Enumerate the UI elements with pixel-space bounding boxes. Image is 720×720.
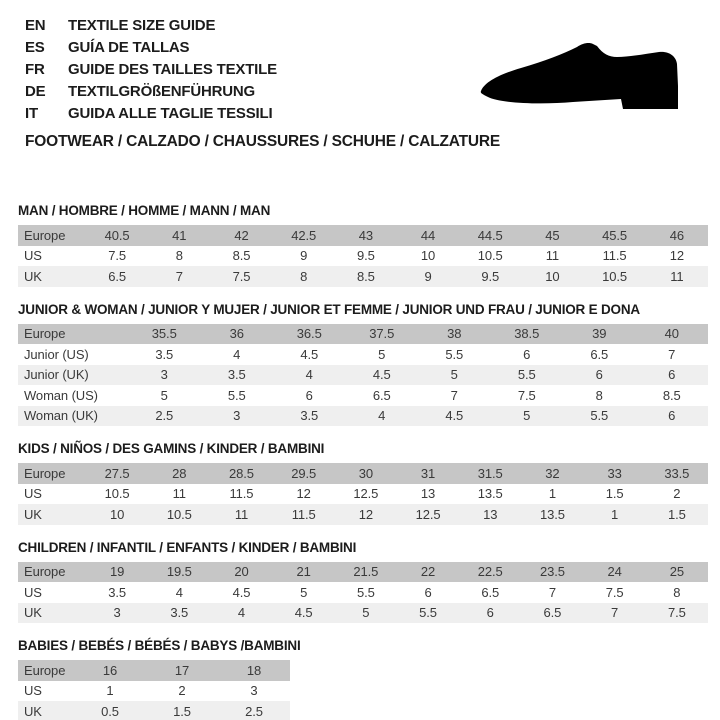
- size-cell: 35.5: [151, 326, 177, 342]
- size-cell: 8.5: [356, 268, 375, 284]
- size-cell: 13: [483, 506, 498, 522]
- size-cell: 9: [300, 248, 308, 264]
- table-row: [18, 660, 290, 681]
- size-cell: 40: [664, 326, 679, 342]
- size-cell: 12: [358, 506, 373, 522]
- size-cell: 7: [450, 387, 458, 403]
- language-code: IT: [25, 105, 38, 122]
- size-cell: 10.5: [477, 248, 503, 264]
- row-label: US: [24, 683, 42, 699]
- size-cell: 25: [669, 564, 684, 580]
- size-cell: 5: [160, 387, 168, 403]
- size-cell: 12.5: [415, 506, 441, 522]
- size-cell: 24: [607, 564, 622, 580]
- size-cell: 11: [545, 248, 560, 264]
- size-cell: 33: [607, 465, 622, 481]
- size-cell: 23.5: [539, 564, 565, 580]
- row-label: Europe: [24, 465, 66, 481]
- size-cell: 2: [178, 683, 186, 699]
- table-row: [18, 385, 708, 406]
- size-cell: 40.5: [104, 227, 130, 243]
- size-section-kids: [18, 441, 708, 525]
- size-cell: 8: [175, 248, 183, 264]
- size-cell: 3.5: [170, 605, 189, 621]
- size-cell: 22.5: [477, 564, 503, 580]
- size-cell: 7.5: [108, 248, 126, 264]
- table-row: [18, 463, 708, 484]
- size-cell: 29.5: [291, 465, 317, 481]
- language-title: GUIDE DES TAILLES TEXTILE: [68, 61, 277, 78]
- row-label: US: [24, 248, 42, 264]
- size-cell: 3.5: [155, 346, 174, 362]
- size-cell: 0.5: [101, 703, 119, 719]
- table-row: [18, 484, 708, 505]
- size-cell: 5.5: [356, 584, 375, 600]
- table-row: [18, 562, 708, 583]
- size-cell: 4: [175, 584, 183, 600]
- size-cell: 5.5: [590, 408, 609, 424]
- size-cell: 19: [109, 564, 125, 580]
- size-cell: 3: [233, 408, 241, 424]
- size-cell: 2.5: [155, 408, 174, 424]
- row-label: Woman (US): [24, 387, 98, 403]
- language-title: GUIDA ALLE TAGLIE TESSILI: [68, 105, 273, 122]
- row-label: UK: [24, 268, 42, 284]
- size-cell: 11.5: [291, 506, 316, 522]
- size-cell: 6.5: [590, 346, 609, 362]
- row-label: US: [24, 584, 42, 600]
- size-cell: 36.5: [296, 326, 322, 342]
- size-cell: 1.5: [667, 506, 686, 522]
- size-cell: 32: [545, 465, 560, 481]
- language-title: TEXTILGRÖßENFÜHRUNG: [68, 83, 256, 100]
- size-cell: 31.5: [477, 465, 503, 481]
- size-table-kids: [18, 463, 708, 525]
- size-cell: 43: [358, 227, 373, 243]
- table-row: [18, 225, 708, 246]
- size-table-title: JUNIOR & WOMAN / JUNIOR Y MUJER / JUNIOR ET FEMME / JUNIOR UND FRAU / JUNIOR E DONA: [18, 301, 640, 317]
- size-cell: 10.5: [602, 268, 628, 284]
- size-table-title: BABIES / BEBÉS / BÉBÉS / BABYS /BAMBINI: [18, 638, 301, 653]
- size-cell: 6: [305, 387, 313, 403]
- size-cell: 7: [611, 605, 619, 621]
- size-cell: 4: [233, 346, 241, 362]
- size-table-title: KIDS / NIÑOS / DES GAMINS / KINDER / BAMBINI: [18, 441, 325, 456]
- table-row: [18, 681, 290, 702]
- size-table-children: [18, 562, 708, 624]
- size-cell: 7.5: [232, 268, 251, 284]
- size-cell: 28: [172, 465, 187, 481]
- size-section-children: [18, 540, 708, 624]
- table-row: [18, 266, 708, 287]
- table-row: [18, 344, 708, 365]
- size-cell: 10: [420, 248, 436, 264]
- size-cell: 3.5: [300, 408, 319, 424]
- size-cell: 7: [175, 268, 183, 284]
- size-cell: 17: [174, 662, 190, 678]
- size-cell: 11: [234, 506, 249, 522]
- table-row: [18, 324, 708, 345]
- size-cell: 5.5: [445, 346, 464, 362]
- size-cell: 12.5: [353, 486, 379, 502]
- size-cell: 6: [595, 367, 603, 383]
- size-cell: 7: [548, 584, 556, 600]
- language-code: FR: [25, 61, 45, 78]
- size-cell: 13.5: [477, 486, 503, 502]
- table-row: [18, 582, 708, 603]
- size-cell: 8: [673, 584, 681, 600]
- language-title: TEXTILE SIZE GUIDE: [68, 17, 216, 34]
- size-cell: 7.5: [517, 387, 536, 403]
- language-code: ES: [25, 39, 45, 56]
- size-cell: 21: [296, 564, 311, 580]
- size-cell: 8.5: [232, 248, 251, 264]
- size-cell: 31: [420, 465, 436, 481]
- size-table-title: MAN / HOMBRE / HOMME / MANN / MAN: [18, 203, 271, 218]
- size-cell: 7.5: [605, 584, 624, 600]
- row-label: Europe: [24, 326, 66, 342]
- row-label: Woman (UK): [24, 408, 98, 424]
- size-cell: 13: [420, 486, 436, 502]
- size-cell: 21.5: [353, 564, 379, 580]
- row-label: US: [24, 486, 42, 502]
- size-cell: 4: [237, 605, 246, 621]
- size-cell: 38: [447, 326, 462, 342]
- size-cell: 5: [523, 408, 531, 424]
- size-cell: 1: [106, 683, 114, 699]
- size-cell: 5: [450, 367, 458, 383]
- size-cell: 6.5: [108, 268, 126, 284]
- size-cell: 4.5: [232, 584, 251, 600]
- row-label: UK: [24, 703, 42, 719]
- size-cell: 18: [246, 662, 262, 678]
- size-cell: 9.5: [481, 268, 500, 284]
- size-cell: 2.5: [245, 703, 263, 719]
- size-cell: 45.5: [602, 227, 628, 243]
- category-heading: FOOTWEAR / CALZADO / CHAUSSURES / SCHUHE / CALZATURE: [25, 133, 500, 150]
- size-cell: 4.5: [445, 408, 464, 424]
- size-cell: 12: [669, 248, 684, 264]
- size-section-man: [18, 203, 708, 287]
- size-cell: 44.5: [477, 227, 503, 243]
- size-cell: 4: [378, 408, 386, 424]
- language-code: EN: [25, 17, 46, 34]
- size-cell: 13.5: [539, 506, 565, 522]
- size-table-man: [18, 225, 708, 287]
- size-cell: 1.5: [605, 486, 624, 502]
- table-row: [18, 504, 708, 525]
- size-cell: 3: [160, 367, 168, 383]
- size-cell: 12: [296, 486, 311, 502]
- size-cell: 10.5: [104, 486, 130, 502]
- size-section-junior-woman: [18, 302, 708, 427]
- table-row: [18, 701, 290, 720]
- size-table-title: CHILDREN / INFANTIL / ENFANTS / KINDER / BAMBINI: [18, 539, 357, 555]
- size-cell: 11.5: [602, 248, 627, 264]
- size-cell: 4.5: [294, 605, 313, 621]
- row-label: Junior (UK): [24, 367, 89, 383]
- size-cell: 4: [305, 367, 313, 383]
- size-cell: 6.5: [481, 584, 500, 600]
- size-cell: 6: [668, 408, 676, 424]
- size-cell: 33.5: [664, 465, 690, 481]
- table-row: [18, 365, 708, 386]
- size-cell: 5.5: [517, 367, 536, 383]
- row-label: UK: [24, 506, 42, 522]
- size-cell: 22: [420, 564, 436, 580]
- language-code: DE: [25, 83, 46, 100]
- language-title: GUÍA DE TALLAS: [68, 39, 190, 56]
- size-cell: 1.5: [173, 703, 191, 719]
- size-cell: 5.5: [419, 605, 437, 621]
- size-cell: 46: [669, 227, 684, 243]
- size-section-babies: [18, 638, 708, 720]
- row-label: Europe: [24, 227, 66, 243]
- size-cell: 8: [300, 268, 308, 284]
- size-cell: 44: [420, 227, 436, 243]
- size-cell: 5: [362, 605, 370, 621]
- size-cell: 6.5: [372, 387, 391, 403]
- size-cell: 27.5: [104, 465, 130, 481]
- size-cell: 38.5: [514, 326, 540, 342]
- size-cell: 30: [358, 465, 373, 481]
- size-cell: 5: [378, 346, 386, 362]
- size-cell: 37.5: [369, 326, 395, 342]
- size-table-babies: [18, 660, 290, 720]
- size-cell: 10: [545, 268, 560, 284]
- size-cell: 6: [668, 367, 676, 383]
- size-cell: 1: [611, 506, 619, 522]
- size-cell: 20: [234, 564, 249, 580]
- size-cell: 4.5: [300, 346, 319, 362]
- table-row: [18, 603, 708, 624]
- dress-shoe-icon: [477, 40, 687, 114]
- row-label: Europe: [24, 662, 66, 678]
- size-cell: 10: [109, 506, 125, 522]
- language-row: [25, 15, 708, 37]
- size-cell: 11.5: [229, 486, 254, 502]
- row-label: UK: [24, 605, 42, 621]
- size-cell: 2: [673, 486, 681, 502]
- size-cell: 5.5: [227, 387, 246, 403]
- size-cell: 8: [595, 387, 603, 403]
- size-cell: 3: [250, 683, 258, 699]
- size-cell: 6: [424, 584, 432, 600]
- table-row: [18, 246, 708, 267]
- size-cell: 7.5: [667, 605, 686, 621]
- size-cell: 4.5: [372, 367, 391, 383]
- size-cell: 42.5: [291, 227, 317, 243]
- size-cell: 5: [300, 584, 308, 600]
- size-cell: 6: [523, 346, 531, 362]
- row-label: Junior (US): [24, 346, 89, 362]
- size-cell: 3.5: [227, 367, 246, 383]
- size-cell: 36: [229, 326, 244, 342]
- size-cell: 3.5: [108, 584, 126, 600]
- size-cell: 28.5: [229, 465, 254, 481]
- size-cell: 42: [234, 227, 249, 243]
- size-cell: 10.5: [166, 506, 192, 522]
- size-cell: 11: [670, 268, 684, 284]
- size-cell: 11: [172, 486, 186, 502]
- size-cell: 7: [668, 346, 676, 362]
- size-cell: 19.5: [166, 564, 192, 580]
- size-cell: 1: [548, 486, 556, 502]
- size-cell: 6: [486, 605, 494, 621]
- size-cell: 6.5: [543, 605, 562, 621]
- size-cell: 8.5: [662, 387, 681, 403]
- table-row: [18, 406, 708, 427]
- size-cell: 9: [424, 268, 432, 284]
- size-cell: 9.5: [356, 248, 375, 264]
- size-cell: 39: [592, 326, 607, 342]
- size-cell: 3: [113, 605, 121, 621]
- size-table-junior-woman: [18, 324, 708, 427]
- row-label: Europe: [24, 564, 66, 580]
- size-cell: 41: [172, 227, 187, 243]
- size-cell: 16: [102, 662, 118, 678]
- size-cell: 45: [545, 227, 560, 243]
